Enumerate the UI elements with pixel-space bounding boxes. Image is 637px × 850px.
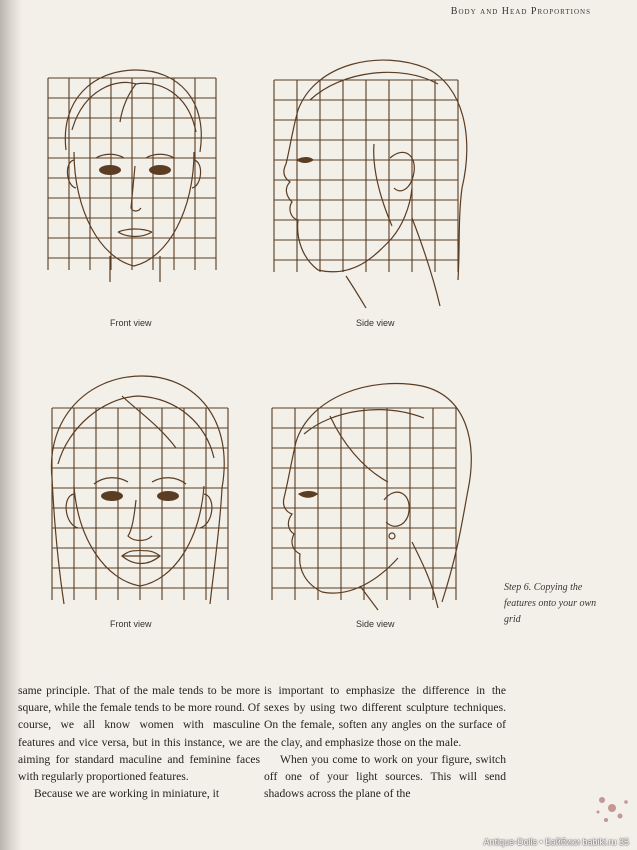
paragraph: When you come to work on your figure, switch off one of your light sources. This will send shadows across the plane of the — [264, 752, 506, 801]
figure-caption-step-6: Step 6. Copying the features onto your own grid — [504, 582, 597, 625]
running-head: Body and Head Proportions — [450, 6, 591, 17]
caption-front-view-female: Front view — [110, 619, 152, 629]
figure-female-side — [262, 372, 482, 612]
paragraph: same principle. That of the male tends to be more square, while the female tends to be more round. Of course, we all know women with masculine features and vice versa, but in this instance, we are aiming for standard maculine and feminine faces with regularly proportioned features. — [18, 684, 260, 784]
caption-front-view-male: Front view — [110, 318, 152, 328]
text-column-left — [18, 682, 260, 802]
page-number: 35 — [618, 837, 629, 847]
text-column-right — [264, 682, 506, 802]
caption-side-view-male: Side view — [356, 318, 395, 328]
figure-male-front — [38, 60, 228, 285]
figure-male-side — [262, 48, 482, 310]
caption-side-view-female: Side view — [356, 619, 395, 629]
watermark: Antique-Dolls • Бэйбики babiki.ru 35 — [483, 837, 629, 847]
paragraph: Because we are working in miniature, it — [34, 787, 220, 801]
paragraph: is important to emphasize the difference in the sexes by using two different sculpture techniques. On the female, soften any angles on the surface of the clay, and emphasize those on the male. — [264, 684, 506, 749]
ink-stain-mark — [590, 790, 634, 834]
figure-female-front — [38, 368, 238, 613]
